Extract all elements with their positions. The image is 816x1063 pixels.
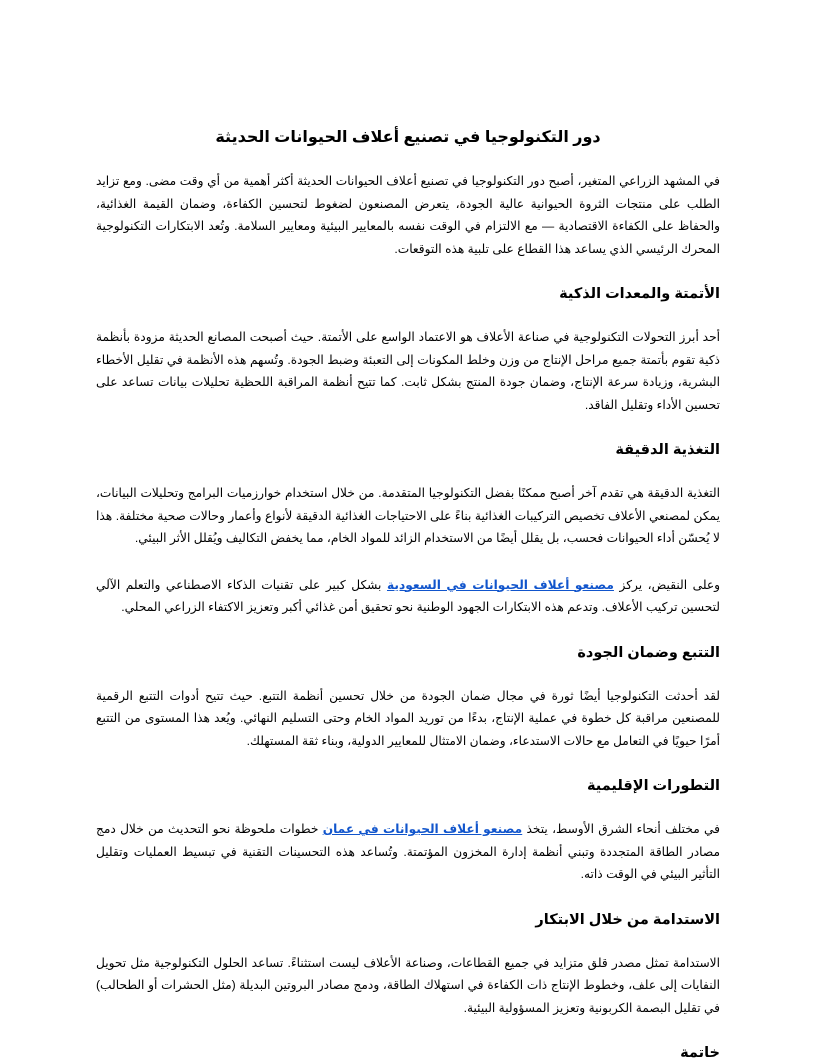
section-heading-conclusion: خاتمة: [680, 1045, 720, 1061]
section-paragraph-sustainability: الاستدامة تمثل مصدر قلق متزايد في جميع القطاعات، وصناعة الأعلاف ليست استثناءً. تساعد الحلول التكنولوجية مثل تحويل النفايات إلى علف، وخطوط الإنتاج ذات الكفاءة في استهلاك الطاقة، ودمج مصادر البروتين البديلة (مثل الحشرات أو الطحالب) في تقليل البصمة الكربونية وتعزيز المسؤولية البيئية.: [96, 955, 720, 1015]
document-title: دور التكنولوجيا في تصنيع أعلاف الحيوانات الحديثة: [215, 129, 601, 146]
oman-text-after: خطوات ملحوظة نحو التحديث من خلال دمج مصادر الطاقة المتجددة وتبني أنظمة إدارة المخزون المؤتمتة. وتُساعد هذه التحسينات التقنية في تبسيط العمليات وتقليل التأثير البيئي في الوقت ذاته.: [96, 822, 720, 881]
section-heading-traceability: التتبع وضمان الجودة: [577, 644, 720, 661]
section-heading-automation: الأتمتة والمعدات الذكية: [559, 286, 720, 302]
section-heading-regional: التطورات الإقليمية: [587, 778, 720, 794]
oman-manufacturers-link[interactable]: مصنعو أعلاف الحيوانات في عمان: [322, 822, 523, 836]
section-paragraph-saudi: [96, 574, 720, 619]
oman-text-before: في مختلف أنحاء الشرق الأوسط، يتخذ: [522, 822, 720, 836]
section-paragraph-precision-nutrition: التغذية الدقيقة هي تقدم آخر أصبح ممكنًا بفضل التكنولوجيا المتقدمة. من خلال استخدام خوارزميات البرامج وتحليلات البيانات، يمكن لمصنعي الأعلاف تخصيص التركيبات الغذائية بناءً على الاحتياجات الغذائية الدقيقة لأنواع وأعمار وحالات صحية مختلفة. هذا لا يُحسّن أداء الحيوانات فحسب، بل يقلل أيضًا من الاستخدام الزائد للمواد الخام، مما يخفض التكاليف ويُقلل الأثر البيئي.: [96, 486, 720, 545]
intro-paragraph: في المشهد الزراعي المتغير، أصبح دور التكنولوجيا في تصنيع أعلاف الحيوانات الحديثة أكثر أهمية من أي وقت مضى. ومع تزايد الطلب على منتجات الثروة الحيوانية عالية الجودة، يتعرض المصنعون لضغوط لتحسين الكفاءة، وضمان القيمة الغذائية، والحفاظ على الكفاءة الاقتصادية — مع الالتزام في الوقت نفسه بالمعايير البيئية ومعايير السلامة. وتُعد الابتكارات التكنولوجية المحرك الرئيسي الذي يساعد هذا القطاع على تلبية هذه التوقعات.: [96, 174, 720, 256]
saudi-text-before: وعلى النقيض، يركز: [613, 577, 721, 592]
saudi-manufacturers-link[interactable]: مصنعو أعلاف الحيوانات في السعودية: [386, 577, 614, 592]
section-heading-precision-nutrition: التغذية الدقيقة: [615, 442, 720, 458]
section-paragraph-automation: أحد أبرز التحولات التكنولوجية في صناعة الأعلاف هو الاعتماد الواسع على الأتمتة. حيث أصبحت المصانع الحديثة مزودة بأنظمة ذكية تقوم بأتمتة جميع مراحل الإنتاج من وزن وخلط المكونات إلى التعبئة وضبط الجودة. وتُسهم هذه الأنظمة في تقليل الأخطاء البشرية، وزيادة سرعة الإنتاج، وضمان جودة المنتج بشكل ثابت. كما تتيح أنظمة المراقبة اللحظية تحليلات بيانات تساعد على تحسين الأداء وتقليل الفاقد.: [96, 330, 720, 412]
saudi-text-after: بشكل كبير على تقنيات الذكاء الاصطناعي والتعلم الآلي لتحسين تركيب الأعلاف. وتدعم هذه الابتكارات الجهود الوطنية نحو تحقيق أمن غذائي أكبر وتعزيز الاكتفاء الزراعي المحلي.: [96, 577, 720, 614]
section-paragraph-traceability: لقد أحدثت التكنولوجيا أيضًا ثورة في مجال ضمان الجودة من خلال تحسين أنظمة التتبع. حيث تتيح أدوات التتبع الرقمية للمصنعين مراقبة كل خطوة في عملية الإنتاج، بدءًا من توريد المواد الخام وحتى التسليم النهائي. ويُعد هذا المستوى من التتبع أمرًا حيويًا في التعامل مع حالات الاستدعاء، وضمان الامتثال للمعايير الدولية، وبناء ثقة المستهلك.: [96, 688, 720, 748]
section-paragraph-regional: [96, 818, 720, 886]
section-heading-sustainability: الاستدامة من خلال الابتكار: [535, 911, 720, 928]
